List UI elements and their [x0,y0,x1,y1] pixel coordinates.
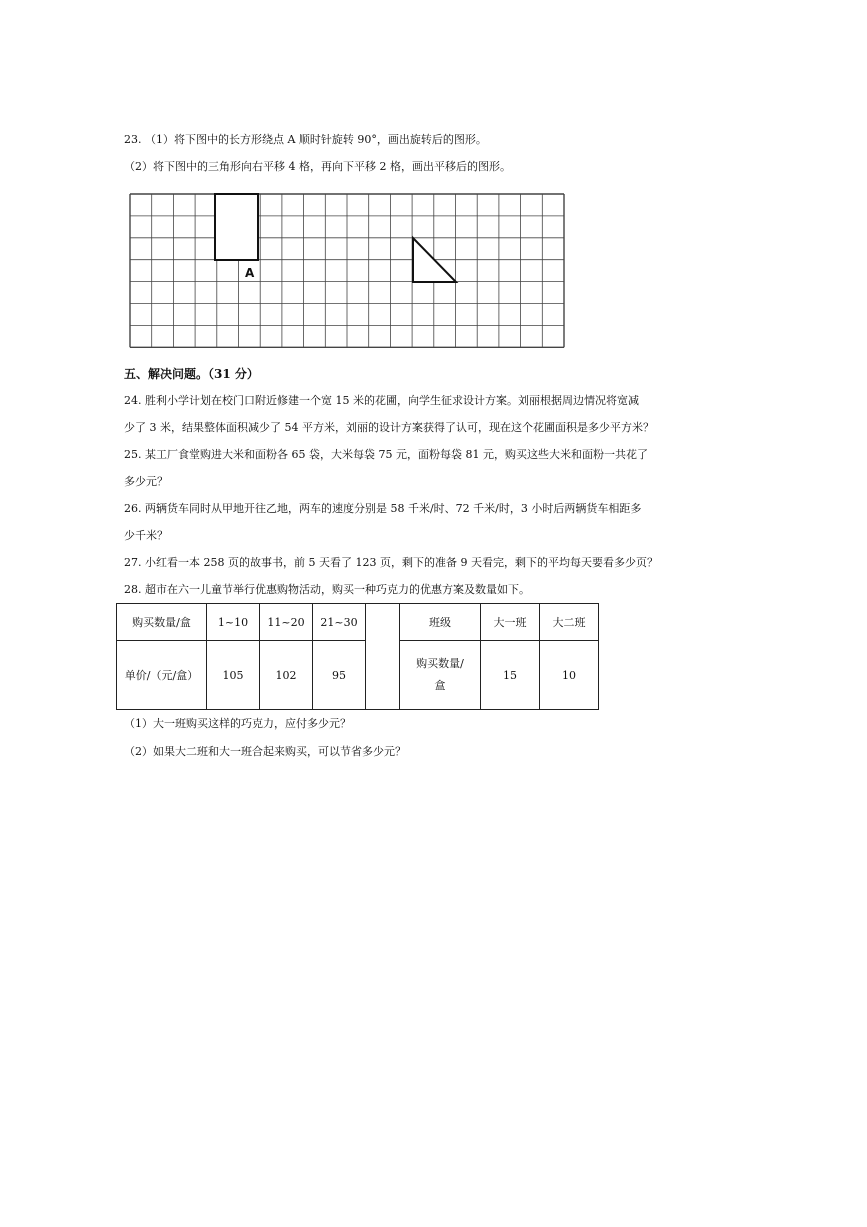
grid-lines [130,194,564,347]
q27-line1: 27. 小红看一本 258 页的故事书，前 5 天看了 123 页，剩下的准备 9 天看完，剩下的平均每天要看多少页？ [124,556,658,569]
class-header-da2: 大二班 [540,604,599,641]
q23-part1: 23. （1）将下图中的长方形绕点 A 顺时针旋转 90°，画出旋转后的图形。 [124,133,487,146]
q28-sub1: （1）大一班购买这样的巧克力，应付多少元？ [124,717,351,730]
q28-line1: 28. 超市在六一儿童节举行优惠购物活动，购买一种巧克力的优惠方案及数量如下。 [124,583,530,596]
section-title: 五、解决问题。（31 分） [124,367,259,381]
q24-line2: 少了 3 米，结果整体面积减少了 54 平方米，刘丽的设计方案获得了认可，现在这个花圃面积是多少平方米？ [124,421,654,434]
price-header-range-3: 21~30 [313,604,366,641]
class-row-label [400,641,481,710]
price-header-range-2: 11~20 [260,604,313,641]
q28-sub2: （2）如果大二班和大一班合起来购买，可以节省多少元？ [124,745,406,758]
class-header-label: 班级 [400,604,481,641]
class-table [399,603,599,710]
rectangle-shape [215,194,258,260]
q25-line1: 25. 某工厂食堂购进大米和面粉各 65 袋，大米每袋 75 元，面粉每袋 81 元，购买这些大米和面粉一共花了 [124,448,648,461]
price-header-range-1: 1~10 [207,604,260,641]
class-value-da1: 15 [481,641,540,710]
grid-figure [129,192,565,350]
price-row-label: 单价/（元/盒） [117,641,207,710]
point-a-label: A [245,266,255,280]
price-value-1: 105 [207,641,260,710]
price-value-2: 102 [260,641,313,710]
price-value-3: 95 [313,641,366,710]
class-row-label-text: 购买数量/盒 [416,657,464,692]
price-header-label: 购买数量/盒 [117,604,207,641]
blank-separator-cell [366,604,400,710]
class-header-da1: 大一班 [481,604,540,641]
q25-line2: 多少元？ [124,475,168,488]
price-table [116,603,400,710]
class-value-da2: 10 [540,641,599,710]
q26-line2: 少千米？ [124,529,168,542]
q23-part2: （2）将下图中的三角形向右平移 4 格，再向下平移 2 格，画出平移后的图形。 [124,160,511,173]
q24-line1: 24. 胜利小学计划在校门口附近修建一个宽 15 米的花圃，向学生征求设计方案。刘丽根据周边情况将宽减 [124,394,639,407]
q26-line1: 26. 两辆货车同时从甲地开往乙地，两车的速度分别是 58 千米/时、72 千米/时，3 小时后两辆货车相距多 [124,502,642,515]
